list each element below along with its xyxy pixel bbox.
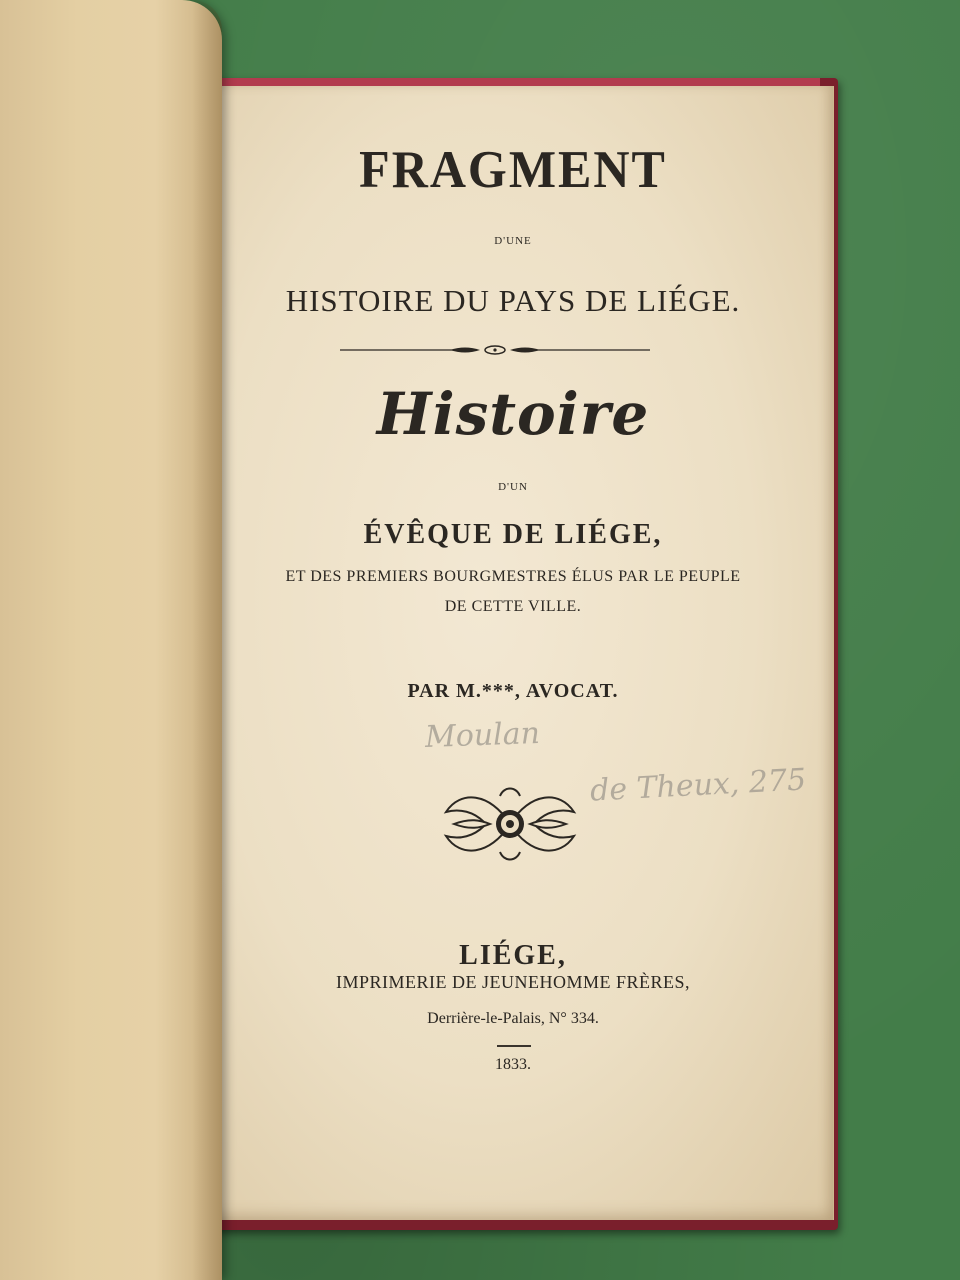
handwritten-name: Moulan [424, 716, 541, 755]
publication-year: 1833. [495, 1056, 531, 1073]
subtitle-histoire-pays: HISTOIRE DU PAYS DE LIÉGE. [285, 283, 741, 318]
heading-eveque: ÉVÊQUE DE LIÉGE, [363, 519, 663, 550]
fleuron-ornament-icon [440, 782, 580, 866]
short-divider [497, 1045, 531, 1047]
left-blank-page [0, 0, 222, 1280]
printer-address: Derrière-le-Palais, N° 334. [427, 1010, 599, 1027]
title-fragment: FRAGMENT [359, 139, 667, 199]
description-line-2: DE CETTE VILLE. [444, 598, 582, 615]
heading-histoire: Histoire [376, 380, 650, 448]
dun-text: D'UN [498, 481, 528, 493]
ornamental-rule [340, 344, 650, 356]
dune-text: D'UNE [494, 235, 532, 247]
description-line-1: ET DES PREMIERS BOURGMESTRES ÉLUS PAR LE PEUPLE [285, 568, 741, 585]
place-liege: LIÉGE, [459, 940, 567, 971]
printer-name: IMPRIMERIE DE JEUNEHOMME FRÈRES, [335, 972, 691, 992]
handwritten-note: de Theux, 275 [589, 762, 807, 809]
author-line: PAR M.***, AVOCAT. [407, 680, 619, 702]
title-page [193, 86, 834, 1220]
